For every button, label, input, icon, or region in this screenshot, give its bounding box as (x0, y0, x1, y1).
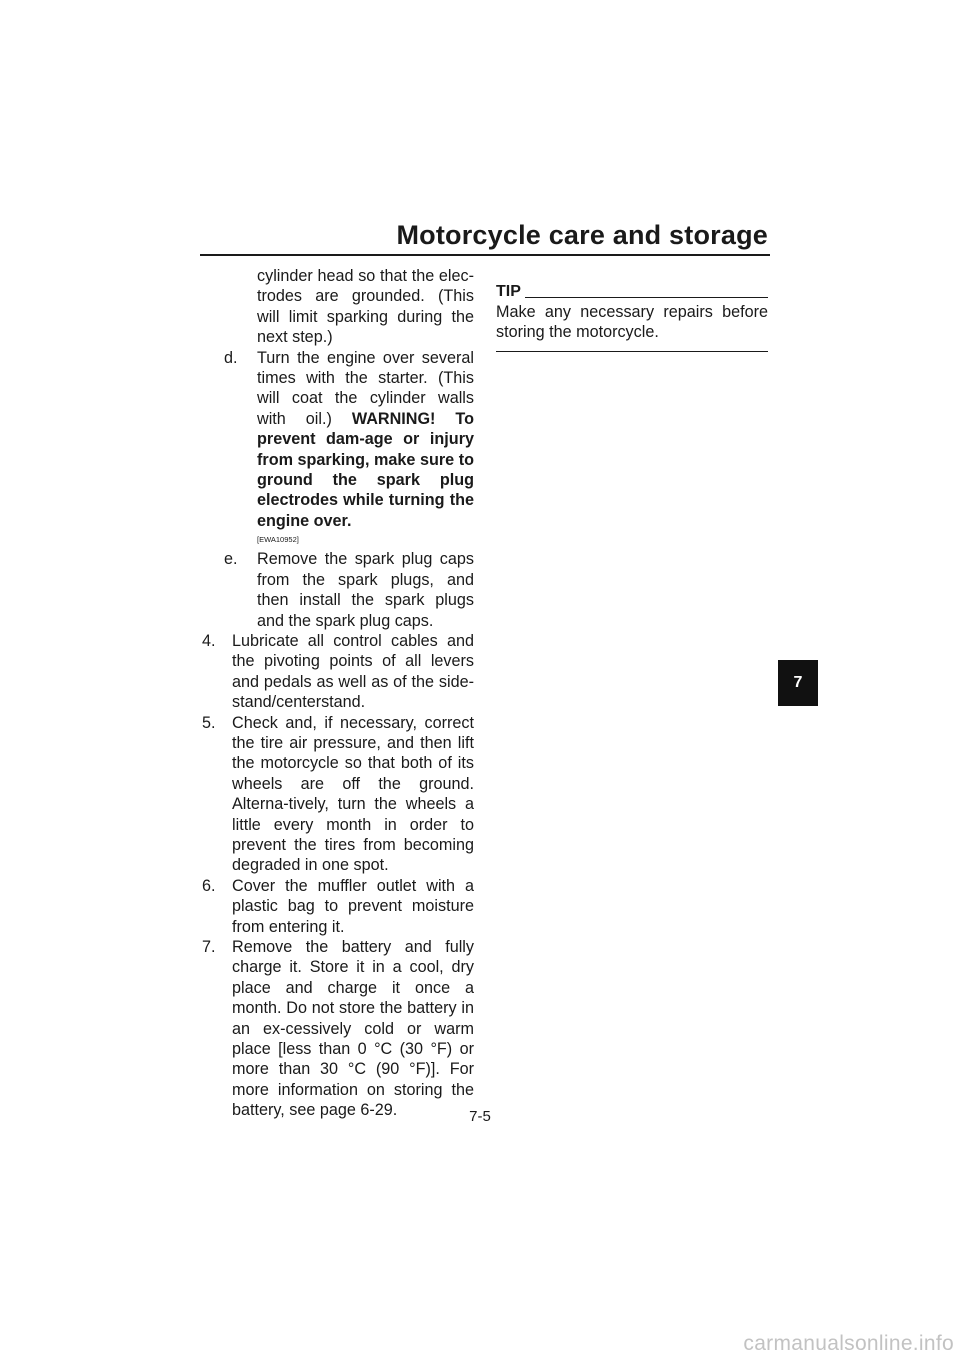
warning-reference-code: [EWA10952] (257, 535, 299, 545)
tip-box (496, 282, 768, 352)
tip-bottom-rule (496, 351, 768, 352)
header-rule (200, 254, 770, 256)
substep-d (202, 348, 474, 550)
watermark: carmanualsonline.info (743, 1332, 954, 1355)
tip-text: Make any necessary repairs before storing the motorcycle. (496, 303, 768, 342)
list-item-7 (202, 937, 474, 1121)
list-item-4-marker: 4. (202, 631, 216, 650)
substep-c-continuation: cylinder head so that the elec-trodes are grounded. (This will limit sparking during the next step.) (257, 267, 474, 347)
substep-d-marker: d. (224, 348, 238, 367)
warning-text: WARNING! To prevent dam-age or injury from sparking, make sure to ground the spark plug electrodes while turning the engine over. (257, 409, 474, 530)
substep-d-text: Turn the engine over several times with the starter. (This will coat the cylinder walls with oil.) (257, 348, 474, 428)
tip-header (496, 282, 768, 300)
tip-label: TIP (496, 283, 521, 300)
substep-e-text: Remove the spark plug caps from the spark plugs, and then install the spark plugs and the spark plug caps. (257, 550, 474, 630)
list-item-4-text: Lubricate all control cables and the pivoting points of all levers and pedals as well as of the side-stand/centerstand. (232, 631, 474, 712)
page-header-title: Motorcycle care and storage (396, 220, 768, 250)
substep-e-marker: e. (224, 550, 238, 569)
list-item-6 (202, 876, 474, 937)
tip-header-rule (525, 297, 768, 298)
list-item-7-text: Remove the battery and fully charge it. Store it in a cool, dry place and charge it once a month. Do not store the battery in an ex-cessively cold or warm place [less than 0 °C (30 °F) or more than 30 °C (90 °F)]. For more information on storing the battery, see page 6-29. (232, 938, 474, 1120)
left-column (202, 266, 474, 1121)
list-item-5 (202, 713, 474, 876)
list-item-5-marker: 5. (202, 713, 216, 732)
list-item-7-marker: 7. (202, 938, 216, 956)
list-item-6-text: Cover the muffler outlet with a plastic bag to prevent moisture from entering it. (232, 876, 474, 936)
list-item-6-marker: 6. (202, 876, 216, 895)
substep-e (202, 549, 474, 631)
page-number: 7-5 (469, 1108, 491, 1125)
chapter-tab: 7 (778, 660, 818, 706)
list-item-5-text: Check and, if necessary, correct the tire air pressure, and then lift the motorcycle so that both of its wheels are off the ground. Alterna-tively, turn the wheels a little every month in order to prevent the tires from becoming degraded in one spot. (232, 713, 474, 875)
list-item-4 (202, 631, 474, 713)
